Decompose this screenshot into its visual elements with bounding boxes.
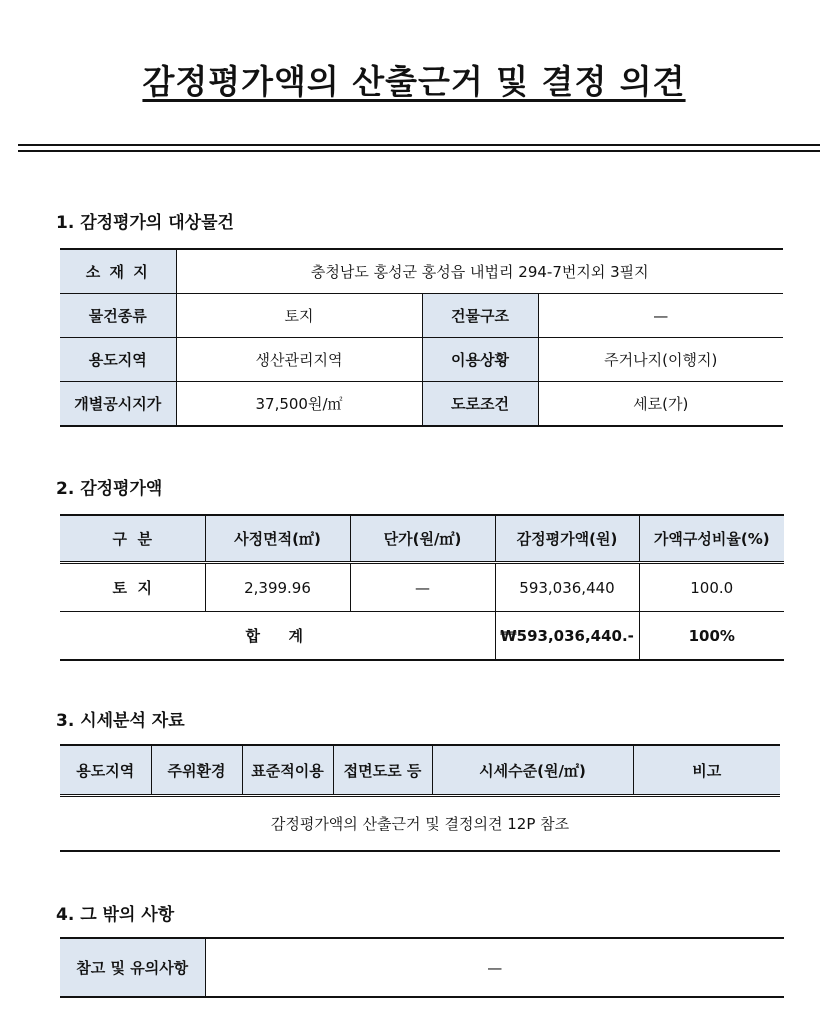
row-ratio: 100.0 (639, 563, 784, 612)
appraisal-amount-table (60, 514, 784, 661)
official-land-price-label: 개별공시지가 (60, 382, 176, 427)
total-row (60, 612, 784, 661)
page-title (0, 56, 828, 103)
table-row (60, 338, 783, 382)
table-header-row (60, 745, 780, 796)
building-structure-label: 건물구조 (422, 294, 538, 338)
header-unit-price: 단가(원/㎡) (350, 515, 495, 563)
table-row (60, 294, 783, 338)
notes-value: — (205, 938, 784, 997)
row-name: 토 지 (60, 563, 205, 612)
location-value: 충청남도 홍성군 홍성읍 내법리 294-7번지외 3필지 (176, 249, 783, 294)
header-amount: 감정평가액(원) (495, 515, 639, 563)
usage-value: 주거나지(이행지) (538, 338, 783, 382)
page-title-text: 감정평가액의 산출근거 및 결정 의견 (142, 62, 686, 101)
table-row (60, 938, 784, 997)
header-category: 구 분 (60, 515, 205, 563)
header-ratio: 가액구성비율(%) (639, 515, 784, 563)
section3-heading: 3. 시세분석 자료 (56, 711, 185, 731)
other-matters-table (60, 937, 784, 998)
market-analysis-note: 감정평가액의 산출근거 및 결정의견 12P 참조 (270, 815, 570, 833)
building-structure-value: — (538, 294, 783, 338)
total-ratio: 100% (639, 612, 784, 661)
total-label: 합 계 (60, 612, 495, 661)
notes-label: 참고 및 유의사항 (60, 938, 205, 997)
section1-heading: 1. 감정평가의 대상물건 (56, 213, 234, 233)
market-analysis-table (60, 744, 780, 852)
property-type-value: 토지 (176, 294, 422, 338)
table-header-row (60, 515, 784, 563)
title-divider-bottom (18, 150, 820, 152)
property-type-label: 물건종류 (60, 294, 176, 338)
section4-heading: 4. 그 밖의 사항 (56, 905, 175, 925)
header-road-access: 접면도로 등 (333, 745, 432, 796)
total-amount: ₩593,036,440.- (495, 612, 639, 661)
header-area: 사정면적(㎡) (205, 515, 350, 563)
zoning-label: 용도지역 (60, 338, 176, 382)
section2-heading: 2. 감정평가액 (56, 479, 163, 499)
road-condition-label: 도로조건 (422, 382, 538, 427)
road-condition-value: 세로(가) (538, 382, 783, 427)
official-land-price-value: 37,500원/㎡ (176, 382, 422, 427)
row-area: 2,399.96 (205, 563, 350, 612)
table-row (60, 563, 784, 612)
title-divider-top (18, 144, 820, 146)
header-standard-use: 표준적이용 (242, 745, 333, 796)
row-unit-price: — (350, 563, 495, 612)
table-row (60, 249, 783, 294)
table-row (60, 796, 780, 852)
usage-label: 이용상황 (422, 338, 538, 382)
table-row (60, 382, 783, 427)
zoning-value: 생산관리지역 (176, 338, 422, 382)
header-zoning: 용도지역 (60, 745, 151, 796)
subject-property-table (60, 248, 783, 427)
location-label: 소 재 지 (60, 249, 176, 294)
row-amount: 593,036,440 (495, 563, 639, 612)
header-remarks: 비고 (633, 745, 780, 796)
header-surroundings: 주위환경 (151, 745, 242, 796)
header-market-price: 시세수준(원/㎡) (432, 745, 633, 796)
